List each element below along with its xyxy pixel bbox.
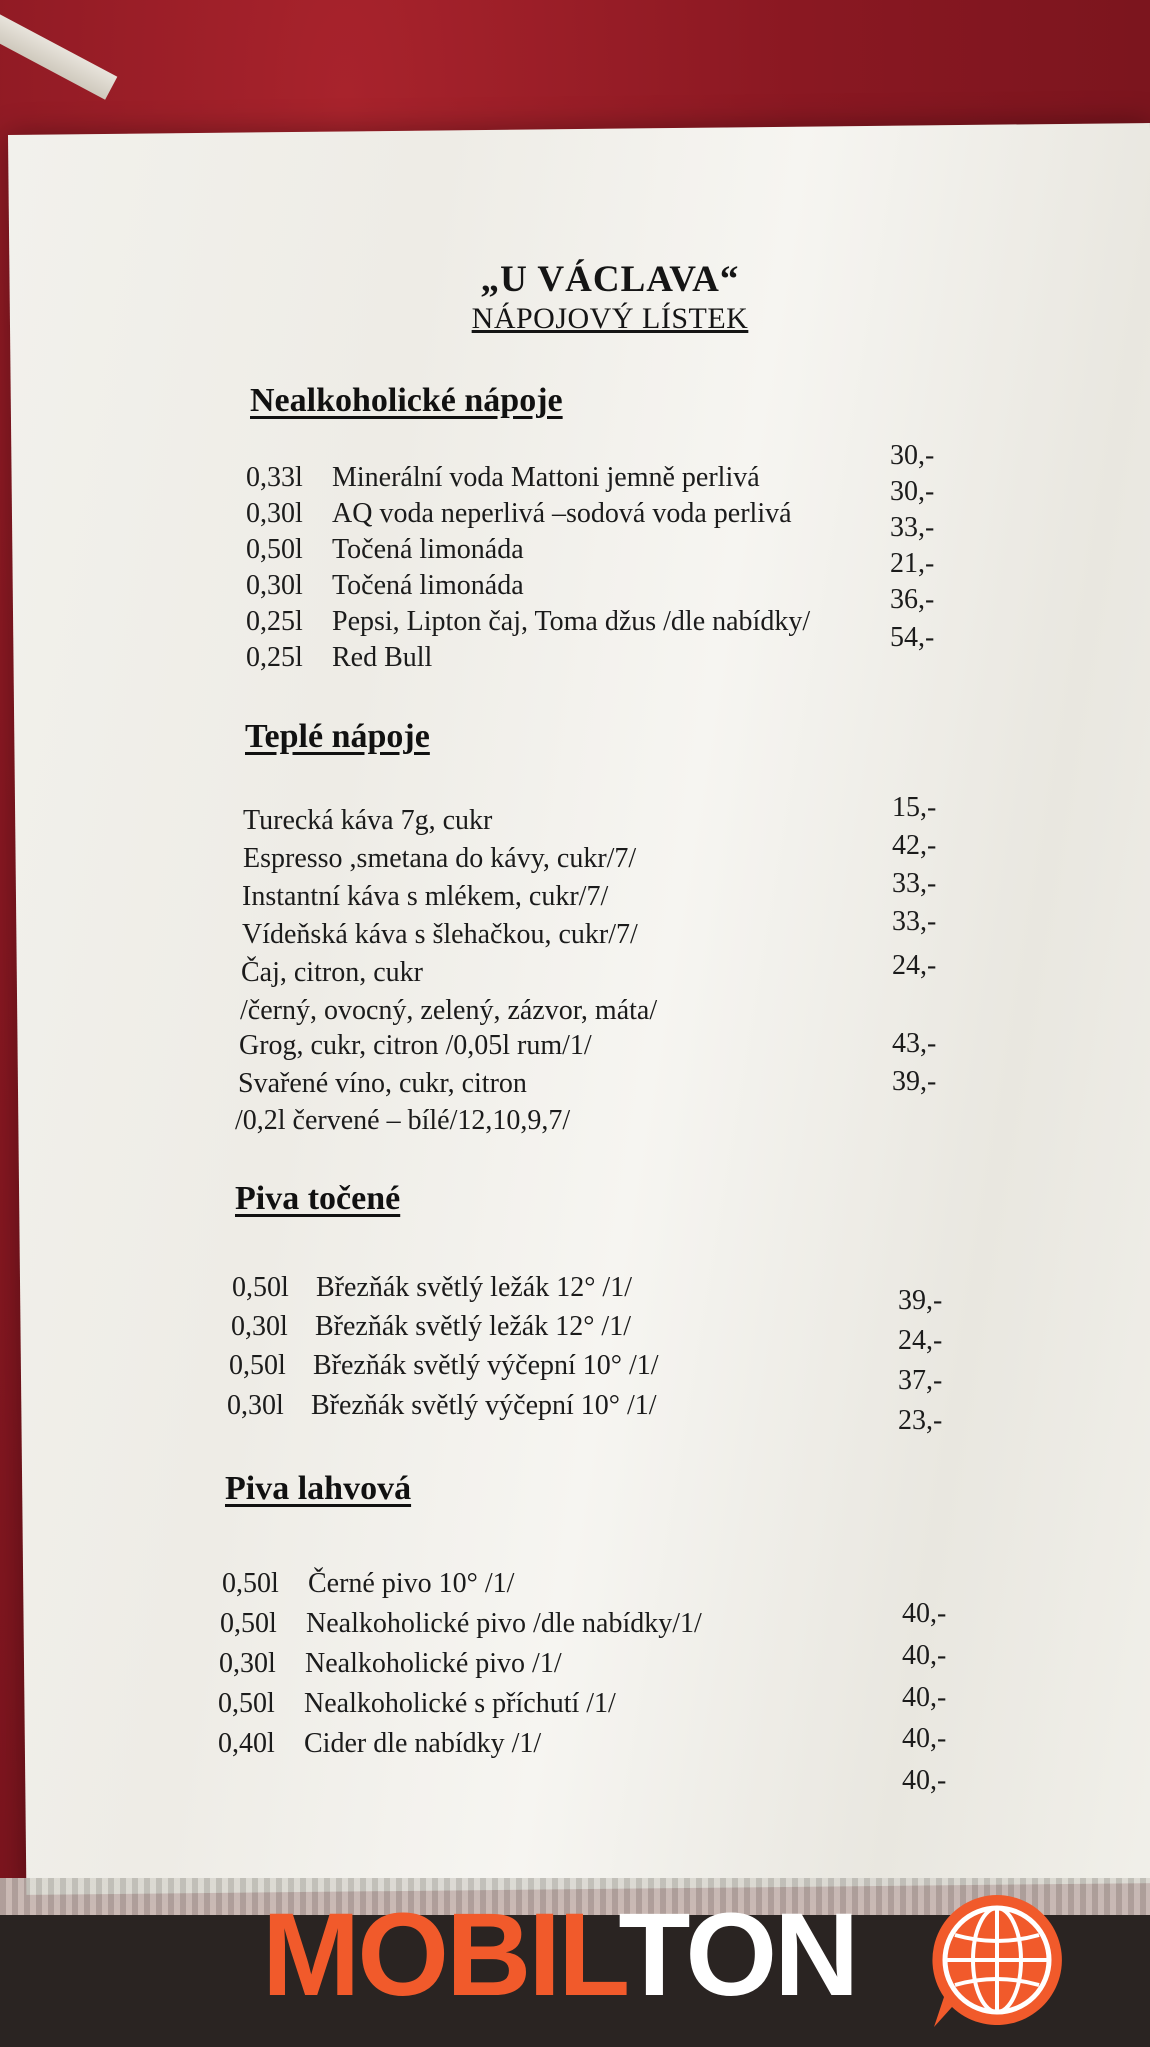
item-name: Točená limonáda — [332, 534, 524, 565]
item-price: 40,- — [902, 1765, 947, 1796]
item-name: Grog, cukr, citron /0,05l rum/1/ — [239, 1030, 592, 1061]
item-name: Cider dle nabídky /1/ — [304, 1728, 542, 1759]
item-price: 33,- — [892, 906, 937, 937]
item-volume: 0,50l — [246, 534, 303, 565]
globe-speech-bubble-icon — [922, 1885, 1072, 2035]
item-name: Točená limonáda — [332, 570, 524, 601]
item-name: Espresso ,smetana do kávy, cukr/7/ — [243, 843, 637, 874]
item-volume: 0,50l — [222, 1568, 279, 1599]
item-price: 42,- — [892, 830, 937, 861]
item-price: 33,- — [890, 512, 935, 543]
item-volume: 0,25l — [246, 642, 303, 673]
item-name: Březňák světlý výčepní 10° /1/ — [313, 1350, 659, 1381]
item-volume: 0,50l — [232, 1272, 289, 1303]
item-name: Nealkoholické s příchutí /1/ — [304, 1688, 616, 1719]
item-name: Březňák světlý ležák 12° /1/ — [315, 1311, 631, 1342]
item-price: 54,- — [890, 622, 935, 653]
item-name: AQ voda neperlivá –sodová voda perlivá — [332, 498, 792, 529]
watermark-part2: TON — [618, 1889, 857, 2021]
item-name: Minerální voda Mattoni jemně perlivá — [332, 462, 760, 493]
item-name: Instantní káva s mlékem, cukr/7/ — [242, 881, 609, 912]
watermark-text — [262, 1885, 856, 2025]
item-name: Březňák světlý výčepní 10° /1/ — [311, 1390, 657, 1421]
item-price: 39,- — [892, 1066, 937, 1097]
menu-title: „U VÁCLAVA“ — [480, 259, 740, 300]
item-volume: 0,40l — [218, 1728, 275, 1759]
item-price: 24,- — [898, 1325, 943, 1356]
section-heading-hot-drinks: Teplé nápoje — [245, 718, 430, 755]
item-volume: 0,30l — [227, 1390, 284, 1421]
section-heading-bottled-beer: Piva lahvová — [225, 1470, 412, 1507]
item-name: Nealkoholické pivo /dle nabídky/1/ — [306, 1608, 702, 1639]
item-name: Turecká káva 7g, cukr — [243, 805, 493, 836]
item-volume: 0,50l — [220, 1608, 277, 1639]
item-price: 15,- — [892, 792, 937, 823]
item-volume: 0,30l — [219, 1648, 276, 1679]
item-volume: 0,33l — [246, 462, 303, 493]
section-heading-draft-beer: Piva točené — [235, 1180, 401, 1217]
item-price: 40,- — [902, 1598, 947, 1629]
item-name: Nealkoholické pivo /1/ — [305, 1648, 562, 1679]
item-name: Březňák světlý ležák 12° /1/ — [316, 1272, 632, 1303]
item-name: Černé pivo 10° /1/ — [308, 1568, 515, 1599]
item-price: 23,- — [898, 1405, 943, 1436]
item-name: Red Bull — [332, 642, 433, 673]
item-volume: 0,25l — [246, 606, 303, 637]
item-name: Svařené víno, cukr, citron — [238, 1068, 527, 1099]
section-heading-soft-drinks: Nealkoholické nápoje — [250, 382, 563, 419]
item-price: 36,- — [890, 584, 935, 615]
item-price: 30,- — [890, 476, 935, 507]
item-price: 30,- — [890, 440, 935, 471]
item-price: 40,- — [902, 1682, 947, 1713]
menu-subtitle: NÁPOJOVÝ LÍSTEK — [471, 302, 749, 335]
item-price: 33,- — [892, 868, 937, 899]
item-price: 37,- — [898, 1365, 943, 1396]
watermark-part1: MOBIL — [262, 1889, 619, 2021]
item-volume: 0,50l — [218, 1688, 275, 1719]
item-price: 24,- — [892, 950, 937, 981]
item-volume: 0,30l — [246, 498, 303, 529]
item-name: Vídeňská káva s šlehačkou, cukr/7/ — [242, 919, 638, 950]
item-price: 43,- — [892, 1028, 937, 1059]
watermark-logo — [262, 1885, 1122, 2025]
item-name: /černý, ovocný, zelený, zázvor, máta/ — [240, 995, 658, 1026]
item-price: 40,- — [902, 1640, 947, 1671]
item-name: Pepsi, Lipton čaj, Toma džus /dle nabídky/ — [332, 606, 811, 637]
item-name: Čaj, citron, cukr — [241, 957, 423, 988]
item-price: 21,- — [890, 548, 935, 579]
item-name: /0,2l červené – bílé/12,10,9,7/ — [235, 1105, 571, 1136]
item-volume: 0,30l — [231, 1311, 288, 1342]
item-volume: 0,30l — [246, 570, 303, 601]
item-price: 39,- — [898, 1285, 943, 1316]
item-volume: 0,50l — [229, 1350, 286, 1381]
item-price: 40,- — [902, 1723, 947, 1754]
